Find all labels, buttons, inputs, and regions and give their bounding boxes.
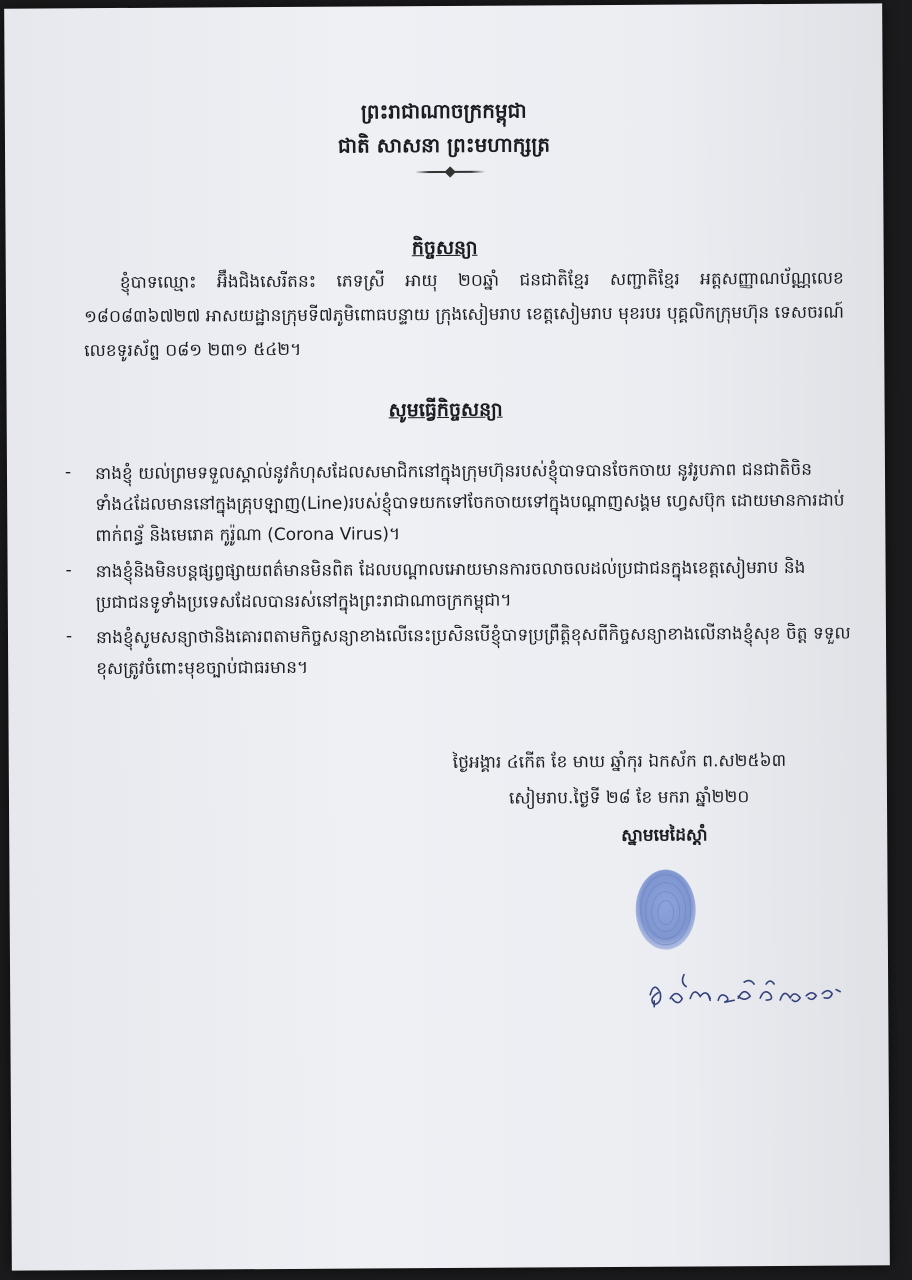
motto-header: ជាតិ សាសនា ព្រះមហាក្សត្រ [337, 132, 551, 158]
document-page [4, 3, 890, 1270]
list-item-text: នាងខ្ញុំ យល់ព្រមទទួលស្គាល់នូវកំហុសដែលសមាជិកនៅក្នុងក្រុមហ៊ុនរបស់ខ្ញុំបាទបានចែកចាយ នូវរូបភាព ជនជាតិចិន ទាំង៤ដែលមាននៅក្នុងគ្រុបឡាញ(Line)របស់ខ្ញុំបាទយកទៅចែកចាយទៅក្នុងបណ្តាញសង្គម ហ្វេសប៊ុក ដោយមានការដាប់ពាក់ពន្ធ័ និងមេរោគ កូរ៉ូណា (Corona Virus)។ [94, 459, 845, 547]
intro-paragraph: ខ្ញុំបាទឈ្មោះ អ៊ឹងជិងសេរីតនះ ភេទស្រី អាយុ ២០ឆ្នាំ ជនជាតិខ្មែរ សញ្ជាតិខ្មែរ អត្តសញ្ញាណប័ណ្ណលេខ ១៨០៨៣៦៧២៧ អាសយដ្ឋានក្រុមទី៧ភូមិពោធបន្ទាយ ក្រុងសៀមរាប ខេត្តសៀមរាប មុខរបរ បុគ្គលិកក្រុមហ៊ុន ទេសចរណ៍ លេខទូរស័ព្ទ ០៨១ ២៣១ ៥៤២។ [83, 268, 845, 362]
kingdom-header: ព្រះរាជាណាចក្រកម្ពុជា [360, 98, 527, 124]
section-subtitle: សូមធ្វើកិច្ចសន្យា [388, 398, 503, 422]
lunar-date: ថ្ងៃអង្គារ ៤កើត ខែ មាឃ ឆ្នាំកុរ ឯកស័ក ព.ស២៥៦៣ [452, 750, 787, 773]
ornamental-divider [415, 171, 485, 173]
thumbprint-image [631, 866, 700, 952]
list-item-text: នាងខ្ញុំនិងមិនបន្តផ្សព្វផ្សាយពត៌មានមិនពិត ដែលបណ្តាលអោយមានការចលាចលដល់ប្រជាជនក្នុងខេត្តសៀមរាប និង ប្រជាជនទូទាំងប្រទេសដែលបានរស់នៅក្នុងព្រះរាជាណាចក្រកម្ពុជា។ [95, 557, 806, 614]
list-bullet: - [65, 626, 73, 647]
handwritten-signature [640, 954, 850, 1025]
list-bullet: - [64, 462, 72, 483]
list-bullet: - [65, 560, 72, 581]
solar-date-place: សៀមរាប.ថ្ងៃទី ២៨ ខែ មករា ឆ្នាំ២២០ [508, 787, 750, 809]
document-title: កិច្ចសន្យា [411, 236, 478, 260]
list-item-text: នាងខ្ញុំសូមសន្យាថានិងគោរពតាមកិច្ចសន្យាខាងលើនេះប្រសិនបើខ្ញុំបាទប្រព្រឹត្តិខុសពីកិច្ចសន្យាខាងលើនាងខ្ញុំសុខ ចិត្ត ទទួលខុសត្រូវចំពោះមុខច្បាប់ជាធរមាន។ [95, 623, 851, 680]
thumbprint-label: ស្នាមមេដៃស្តាំ [621, 825, 708, 846]
